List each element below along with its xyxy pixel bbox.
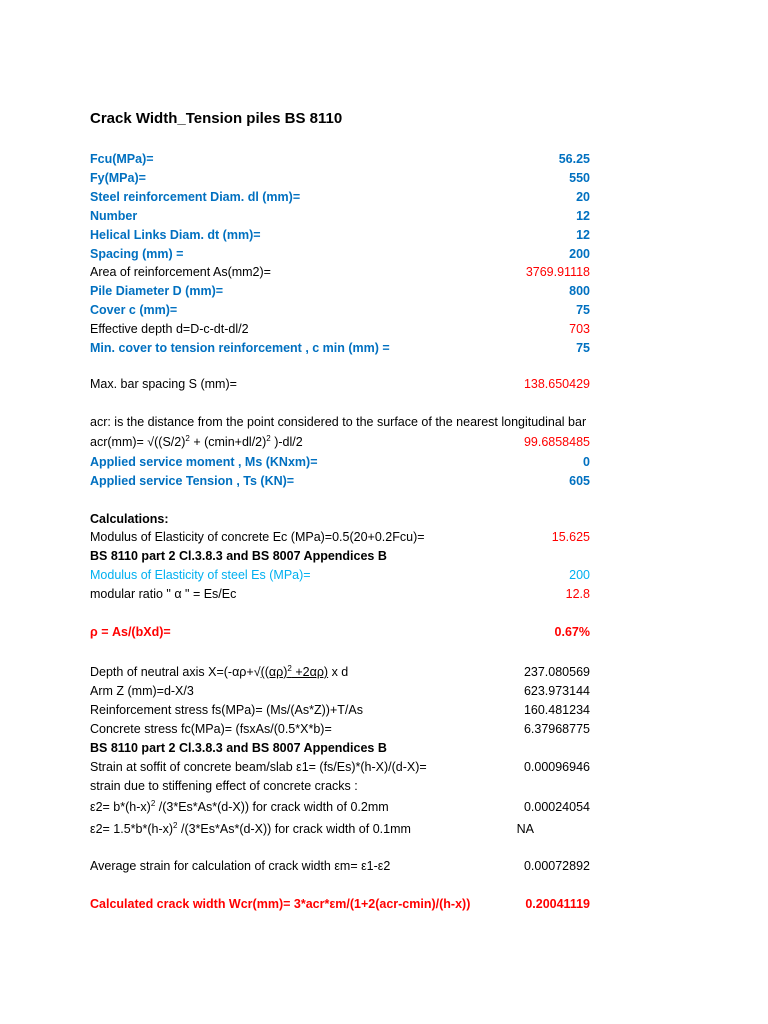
ec-label: Modulus of Elasticity of concrete Ec (MPa)=0.5(20+0.2Fcu)= (90, 530, 425, 544)
helical-links-label: Helical Links Diam. dt (mm)= (90, 228, 261, 242)
helical-links-value: 12 (576, 228, 590, 242)
moment-row (90, 453, 590, 471)
tension-value: 605 (569, 474, 590, 488)
reference-1-row (90, 547, 590, 565)
acr-label: $acr(mm)= √((S/2)^2 + (cmin+dl/2)^2$ )-dl/2 (90, 434, 303, 449)
fcu-row (90, 150, 590, 168)
area-label: Area of reinforcement As(mm2)= (90, 265, 271, 279)
pile-diameter-row (90, 282, 590, 300)
fs-value: 160.481234 (523, 703, 590, 717)
acr-note-row (90, 413, 610, 431)
max-bar-spacing-value: 138.650429 (523, 377, 590, 391)
acr-row (90, 433, 590, 451)
arm-label: Arm Z (mm)=d-X/3 (90, 684, 194, 698)
neutral-axis-value: 237.080569 (523, 665, 590, 679)
crack-width-row (90, 895, 590, 913)
fc-label: Concrete stress fc(MPa)= (fsxAs/(0.5*X*b)= (90, 722, 332, 736)
e2-02-row (90, 798, 590, 816)
pile-diameter-value: 800 (569, 284, 590, 298)
number-label: Number (90, 209, 138, 223)
rho-value: 0.67% (554, 625, 590, 639)
tension-row (90, 472, 590, 490)
steel-diam-value: 20 (576, 190, 590, 204)
e2-02-label: $\varepsilon 2= b*(h-x)^2$ /(3*Es*As*(d-X)) for crack width of 0.2mm (90, 799, 389, 814)
cover-label: Cover c (mm)= (90, 303, 178, 317)
e2-01-label: $\varepsilon 2= 1.5*b*(h-x)^2$ /(3*Es*As*(d-X)) for crack width of 0.1mm (90, 821, 411, 836)
arm-value: 623.973144 (523, 684, 590, 698)
tension-label: Applied service Tension , Ts (KN)= (90, 474, 295, 488)
effective-depth-row (90, 320, 590, 338)
cover-row (90, 301, 590, 319)
e1-row (90, 758, 590, 776)
area-row (90, 263, 590, 281)
fs-row (90, 701, 590, 719)
ec-value: 15.625 (551, 530, 590, 544)
moment-label: Applied service moment , Ms (KNxm)= (90, 455, 318, 469)
em-value: 0.00072892 (523, 859, 590, 873)
e2-01-row (90, 820, 590, 838)
em-row (90, 857, 590, 875)
es-row (90, 566, 590, 584)
neutral-axis-row (90, 663, 590, 681)
acr-value: 99.6858485 (523, 435, 590, 449)
number-value: 12 (576, 209, 590, 223)
alpha-value: 12.8 (565, 587, 590, 601)
stiffening-note: strain due to stiffening effect of concrete cracks : (90, 779, 358, 793)
number-row (90, 207, 590, 225)
rho-label: ρ = As/(bXd)= (90, 625, 171, 639)
min-cover-row (90, 339, 590, 357)
e1-label: Strain at soffit of concrete beam/slab ε1= (fs/Es)*(h-X)/(d-X)= (90, 760, 427, 774)
e1-value: 0.00096946 (523, 760, 590, 774)
spacing-value: 200 (569, 247, 590, 261)
pile-diameter-label: Pile Diameter D (mm)= (90, 284, 224, 298)
e2-01-value: NA (516, 822, 534, 836)
area-value: 3769.91118 (525, 265, 590, 279)
crack-width-value: 0.20041119 (525, 897, 590, 911)
min-cover-value: 75 (576, 341, 590, 355)
rho-row (90, 623, 590, 641)
calculations-heading-row (90, 510, 590, 528)
steel-diam-label: Steel reinforcement Diam. dl (mm)= (90, 190, 301, 204)
fc-value: 6.37968775 (523, 722, 590, 736)
max-bar-spacing-row (90, 375, 590, 393)
helical-links-row (90, 226, 590, 244)
neutral-axis-label: Depth of neutral axis $X=(-\alpha\rho+√((\alpha\rho)^2 +2\alpha\rho)$ x d (90, 664, 349, 679)
acr-note: acr: is the distance from the point considered to the surface of the nearest longitudinal bar (90, 415, 587, 429)
spacing-row (90, 245, 590, 263)
alpha-row (90, 585, 590, 603)
arm-row (90, 682, 590, 700)
moment-value: 0 (583, 455, 590, 469)
es-label: Modulus of Elasticity of steel Es (MPa)= (90, 568, 311, 582)
ec-row (90, 528, 590, 546)
fy-row (90, 169, 590, 187)
page-title: Crack Width_Tension piles BS 8110 (90, 110, 343, 127)
fs-label: Reinforcement stress fs(MPa)= (Ms/(As*Z))+T/As (90, 703, 363, 717)
e2-02-value: 0.00024054 (523, 800, 590, 814)
spacing-label: Spacing (mm) = (90, 247, 184, 261)
crack-width-label: Calculated crack width Wcr(mm)= 3*acr*εm/(1+2(acr-cmin)/(h-x)) (90, 897, 471, 911)
min-cover-label: Min. cover to tension reinforcement , c min (mm) = (90, 341, 390, 355)
effective-depth-label: Effective depth d=D-c-dt-dl/2 (90, 322, 249, 336)
fy-value: 550 (569, 171, 590, 185)
effective-depth-value: 703 (569, 322, 590, 336)
calculations-heading: Calculations: (90, 512, 169, 526)
em-label: Average strain for calculation of crack width εm= ε1-ε2 (90, 859, 391, 873)
reference-2: BS 8110 part 2 Cl.3.8.3 and BS 8007 Appendices B (90, 741, 387, 755)
fc-row (90, 720, 590, 738)
cover-value: 75 (576, 303, 590, 317)
stiffening-note-row (90, 777, 590, 795)
fy-label: Fy(MPa)= (90, 171, 146, 185)
fcu-value: 56.25 (558, 152, 590, 166)
steel-diam-row (90, 188, 590, 206)
max-bar-spacing-label: Max. bar spacing S (mm)= (90, 377, 237, 391)
es-value: 200 (569, 568, 590, 582)
reference-1: BS 8110 part 2 Cl.3.8.3 and BS 8007 Appendices B (90, 549, 387, 563)
alpha-label: modular ratio " α " = Es/Ec (90, 587, 237, 601)
reference-2-row (90, 739, 590, 757)
fcu-label: Fcu(MPa)= (90, 152, 154, 166)
